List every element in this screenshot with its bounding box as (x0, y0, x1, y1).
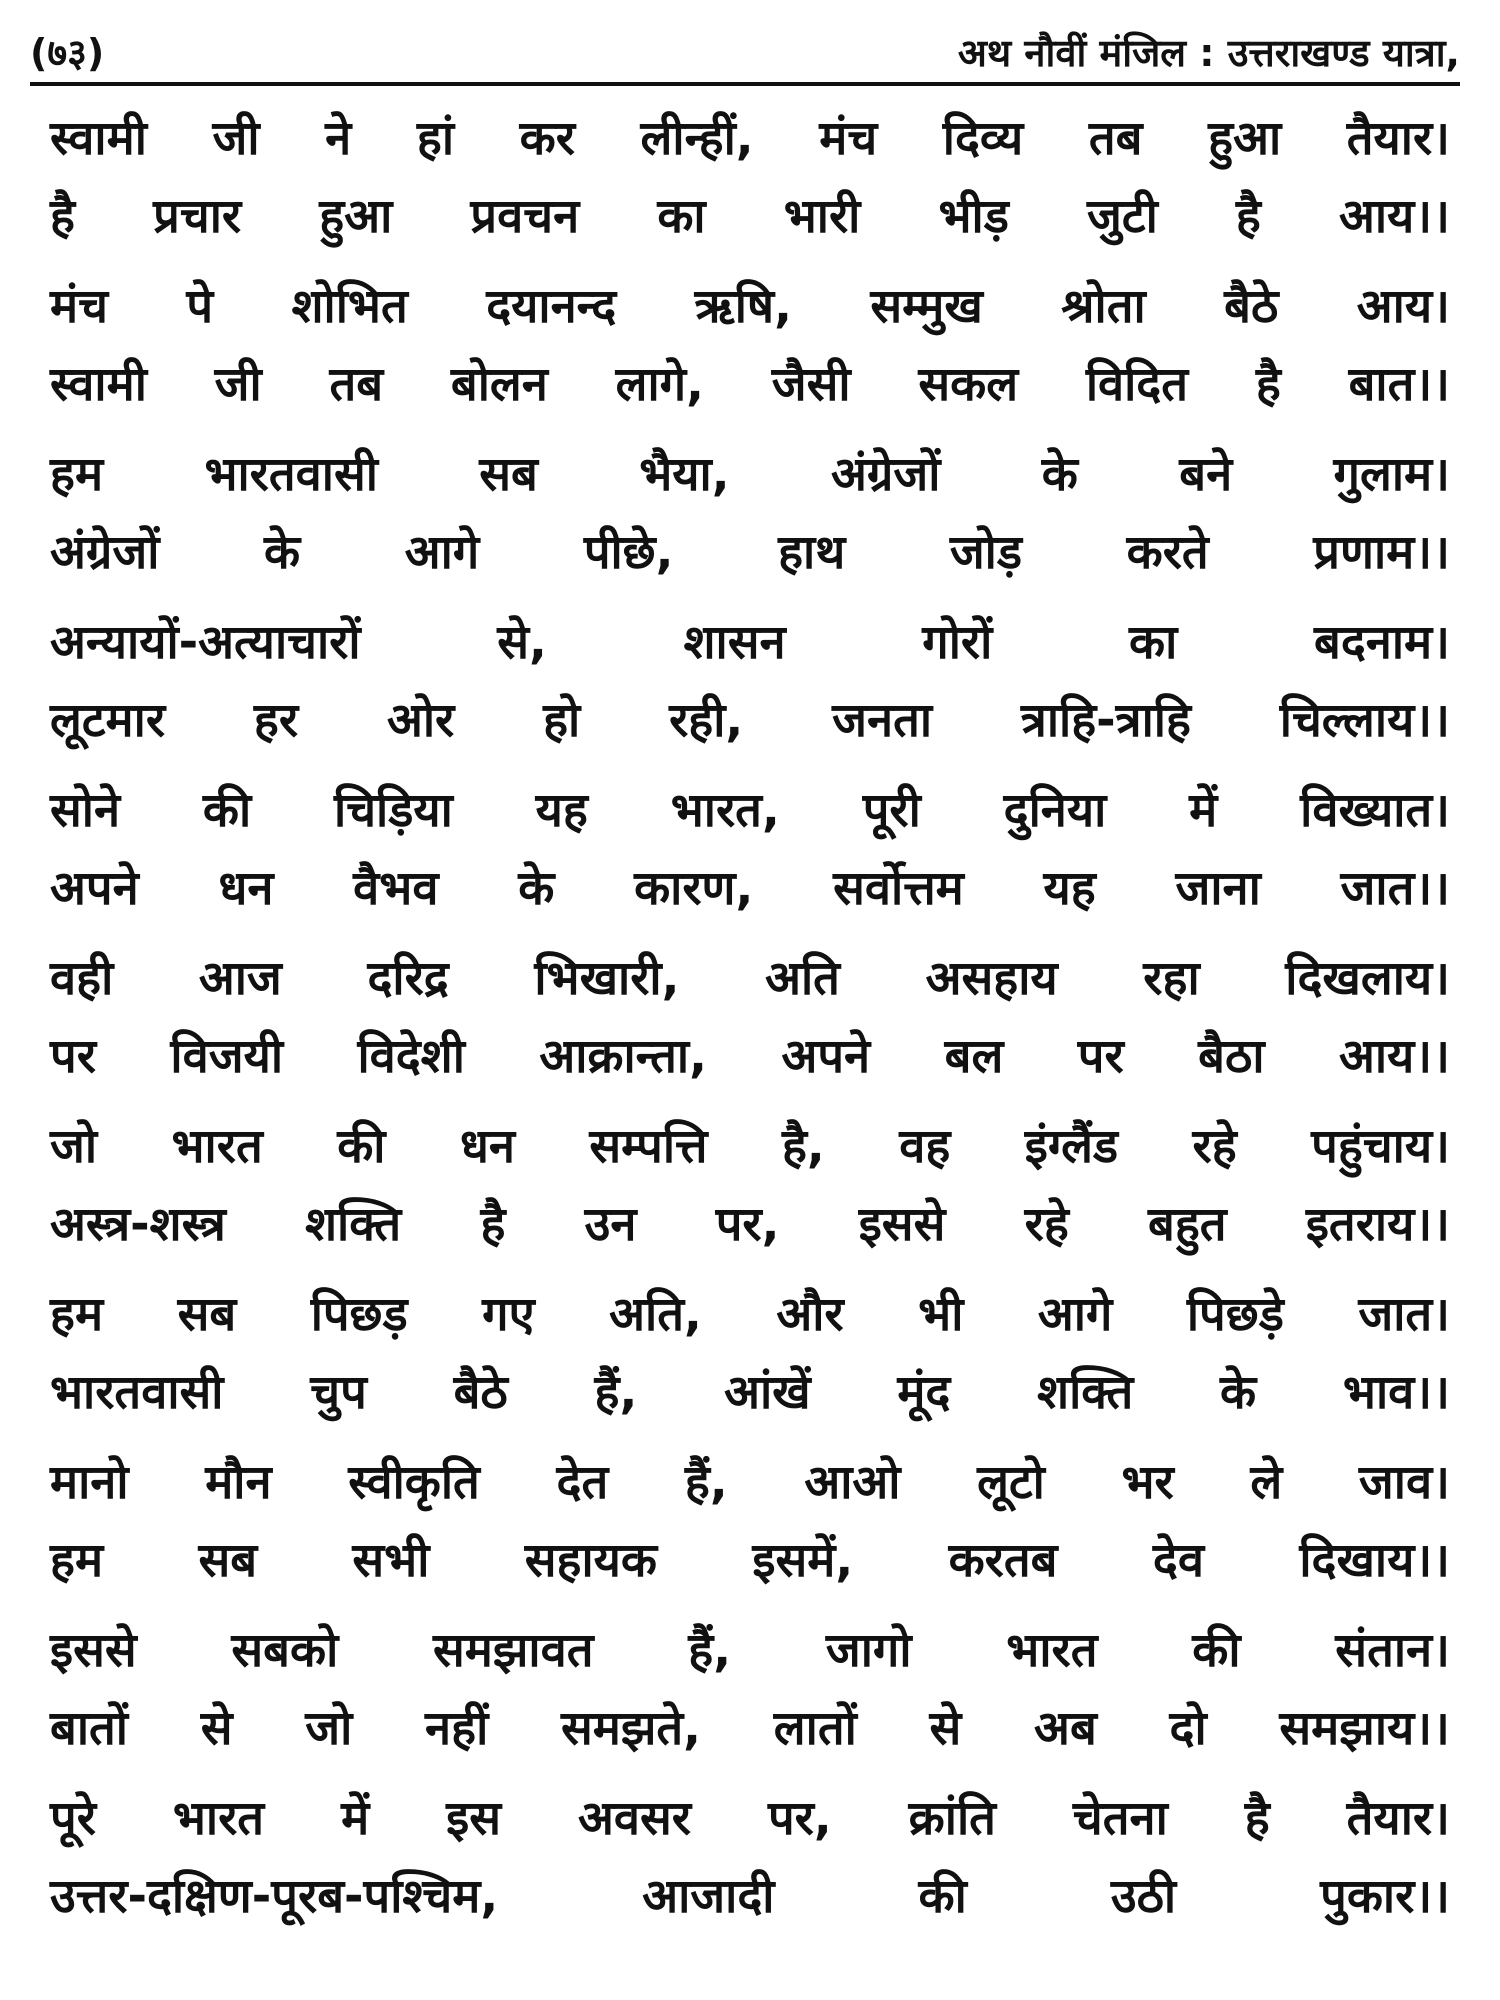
stanza (50, 1276, 1450, 1432)
verse-word: वही (50, 951, 114, 1006)
verse-word: जागो (825, 1623, 912, 1678)
verse-word: के (264, 525, 301, 580)
verse-line (50, 1612, 1450, 1690)
verse-word: ऋषि, (694, 279, 792, 334)
stanza (50, 436, 1450, 592)
verse-word: पिछड़ (310, 1287, 408, 1342)
verse-word: लागे, (615, 357, 704, 412)
verse-word: अन्यायों-अत्याचारों (50, 615, 361, 670)
verse-word: अंग्रेजों (830, 447, 941, 502)
verse-line (50, 1018, 1450, 1096)
verse-word: स्वामी (50, 111, 147, 166)
verse-word: आय।। (1339, 189, 1450, 244)
verse-word: आगे (404, 525, 480, 580)
verse-word: सहायक (524, 1533, 658, 1588)
verse-word: आय।। (1338, 1029, 1450, 1084)
verse-word: पुकार।। (1320, 1869, 1450, 1924)
page-number: (७३) (30, 31, 105, 75)
verse-word: जो (50, 1119, 98, 1174)
verse-word: दुनिया (1003, 783, 1107, 838)
verse-word: भी (918, 1287, 964, 1342)
verse-word: समझते, (560, 1701, 702, 1756)
verse-word: हुआ (1208, 111, 1282, 166)
verse-word: पीछे, (583, 525, 674, 580)
verse-word: विख्यात। (1300, 783, 1450, 838)
header-rule (30, 82, 1460, 86)
verse-word: इसमें, (752, 1533, 854, 1588)
verse-word: है (1235, 189, 1261, 244)
verse-word: तैयार। (1346, 111, 1450, 166)
verse-word: मूंद (897, 1365, 951, 1420)
verse-word: है (50, 189, 75, 244)
verse-line (50, 1780, 1450, 1858)
verse-word: अति (765, 951, 840, 1006)
verse-word: अब (1034, 1701, 1097, 1756)
verse-word: जोड़ (949, 525, 1023, 580)
verse-word: तब (329, 357, 384, 412)
verse-word: हर (253, 693, 299, 748)
verse-word: बैठे (453, 1365, 508, 1420)
verse-word: नहीं (425, 1701, 489, 1756)
verse-word: बैठे (1224, 279, 1279, 334)
verse-word: विजयी (170, 1029, 284, 1084)
verse-word: उन (584, 1197, 637, 1252)
verse-word: देत (556, 1455, 609, 1510)
verse-word: पर (1077, 1029, 1124, 1084)
verse-word: सकल (918, 357, 1019, 412)
verse-word: यह (1043, 861, 1096, 916)
verse-word: हां (416, 111, 454, 166)
verse-word: दिव्य (942, 111, 1024, 166)
verse-line (50, 850, 1450, 928)
verse-line (50, 604, 1450, 682)
verse-word: चिड़िया (334, 783, 453, 838)
verse-word: करतब (948, 1533, 1058, 1588)
verse-word: जात।। (1340, 861, 1450, 916)
verse-word: रहे (1024, 1197, 1069, 1252)
verse-line (50, 772, 1450, 850)
verse-word: बोलन (450, 357, 548, 412)
verse-word: गए (482, 1287, 535, 1342)
verse-line (50, 940, 1450, 1018)
verse-word: तैयार। (1346, 1791, 1450, 1846)
verse-line (50, 268, 1450, 346)
verse-word: दरिद्र (367, 951, 449, 1006)
verse-word: मंच (50, 279, 108, 334)
verse-word: हम (50, 1533, 104, 1588)
verse-word: बल (944, 1029, 1004, 1084)
verse-word: दिखलाय। (1285, 951, 1450, 1006)
verse-word: भारत, (670, 783, 780, 838)
verse-word: मंच (819, 111, 878, 166)
verse-word: बैठा (1198, 1029, 1265, 1084)
verse-word: यह (535, 783, 588, 838)
verse-word: भारत (172, 1791, 265, 1846)
verse-word: पर, (767, 1791, 832, 1846)
verse-word: से, (497, 615, 547, 670)
verse-word: भारत (1006, 1623, 1098, 1678)
verse-word: बातों (50, 1701, 128, 1756)
verse-word: जी (214, 357, 262, 412)
verse-word: आज (198, 951, 282, 1006)
verse-word: शक्ति (1037, 1365, 1134, 1420)
verse-word: है (1244, 1791, 1270, 1846)
verse-word: जुटी (1087, 189, 1158, 244)
verse-word: सभी (352, 1533, 430, 1588)
verse-word: अपने (50, 861, 139, 916)
verse-word: आजादी (642, 1869, 775, 1924)
verse-word: सम्पत्ति (589, 1119, 708, 1174)
verse-word: लीन्हीं, (640, 111, 754, 166)
verse-word: लूटमार (50, 693, 166, 748)
verse-word: संतान। (1335, 1623, 1450, 1678)
verse-word: भैया, (639, 447, 730, 502)
verse-word: गोरों (922, 615, 993, 670)
verse-word: भाव।। (1342, 1365, 1450, 1420)
verse-word: जैसी (771, 357, 851, 412)
verse-word: हाथ (778, 525, 846, 580)
verse-word: में (1189, 783, 1218, 838)
verse-word: असहाय (925, 951, 1058, 1006)
verse-word: जो (305, 1701, 353, 1756)
running-title: अथ नौवीं मंजिल : उत्तराखण्ड यात्रा, (957, 31, 1460, 75)
verse-word: चुप (310, 1365, 367, 1420)
verse-word: भारत (171, 1119, 263, 1174)
verse-word: सबको (231, 1623, 339, 1678)
verse-word: बदनाम। (1314, 615, 1450, 670)
verse-word: शासन (683, 615, 786, 670)
verse-word: की (202, 783, 252, 838)
verse-word: का (657, 189, 706, 244)
verse-word: पर, (715, 1197, 780, 1252)
verse-word: हुआ (319, 189, 393, 244)
verse-word: अति, (609, 1287, 702, 1342)
page-header (30, 18, 1460, 78)
verse-word: करते (1126, 525, 1209, 580)
verse-word: ले (1250, 1455, 1283, 1510)
verse-word: मौन (205, 1455, 272, 1510)
verse-word: क्रांति (908, 1791, 996, 1846)
verse-word: सम्मुख (870, 279, 983, 334)
verse-word: जाना (1175, 861, 1261, 916)
verse-word: उठी (1110, 1869, 1177, 1924)
verse-word: दयानन्द (486, 279, 617, 334)
verse-word: आओ (804, 1455, 901, 1510)
verse-word: शक्ति (305, 1197, 402, 1252)
verse-word: धन (459, 1119, 515, 1174)
verse-word: श्रोता (1061, 279, 1146, 334)
verse-line (50, 1354, 1450, 1432)
verse-word: के (1041, 447, 1078, 502)
verse-line (50, 1522, 1450, 1600)
verse-word: पहुंचाय। (1311, 1119, 1450, 1174)
verse-word: लूटो (977, 1455, 1045, 1510)
verse-word: हैं, (688, 1623, 732, 1678)
stanza (50, 604, 1450, 760)
verse-word: सब (198, 1533, 258, 1588)
verse-word: और (776, 1287, 844, 1342)
verse-word: वैभव (353, 861, 439, 916)
verse-word: हैं, (594, 1365, 638, 1420)
verse-word: हो (543, 693, 581, 748)
verse-line (50, 682, 1450, 760)
stanza (50, 940, 1450, 1096)
verse-word: देव (1152, 1533, 1204, 1588)
verse-word: विदित (1085, 357, 1189, 412)
verse-word: आंखें (724, 1365, 811, 1420)
verse-word: की (1192, 1623, 1241, 1678)
verse-line (50, 436, 1450, 514)
verse-word: चिल्लाय।। (1279, 693, 1450, 748)
verse-line (50, 178, 1450, 256)
stanza (50, 1780, 1450, 1936)
verse-word: रही, (669, 693, 744, 748)
verse-line (50, 1858, 1450, 1936)
verse-line (50, 100, 1450, 178)
verse-word: आक्रान्ता, (539, 1029, 707, 1084)
verse-body (50, 100, 1450, 1948)
verse-word: सोने (50, 783, 121, 838)
verse-word: जनता (832, 693, 933, 748)
verse-word: भारतवासी (50, 1365, 224, 1420)
verse-line (50, 1444, 1450, 1522)
verse-word: में (341, 1791, 370, 1846)
verse-word: पिछड़े (1186, 1287, 1284, 1342)
verse-word: पर (50, 1029, 96, 1084)
verse-word: पूरी (862, 783, 921, 838)
verse-word: भारी (783, 189, 861, 244)
verse-word: भिखारी, (534, 951, 680, 1006)
verse-word: कर (519, 111, 575, 166)
verse-line (50, 1690, 1450, 1768)
stanza (50, 100, 1450, 256)
verse-word: हैं, (684, 1455, 728, 1510)
verse-word: इंग्लैंड (1024, 1119, 1119, 1174)
verse-line (50, 1186, 1450, 1264)
verse-word: ने (325, 111, 352, 166)
verse-word: कारण, (634, 861, 754, 916)
verse-line (50, 514, 1450, 592)
verse-word: समझाय।। (1279, 1701, 1450, 1756)
verse-word: अंग्रेजों (50, 525, 160, 580)
verse-word: त्राहि-त्राहि (1020, 693, 1191, 748)
verse-word: प्रणाम।। (1313, 525, 1450, 580)
stanza (50, 772, 1450, 928)
verse-word: बहुत (1148, 1197, 1227, 1252)
verse-word: जी (212, 111, 260, 166)
stanza (50, 1108, 1450, 1264)
verse-word: रहा (1143, 951, 1200, 1006)
verse-word: इस (446, 1791, 501, 1846)
verse-line (50, 1108, 1450, 1186)
verse-word: दिखाय।। (1299, 1533, 1450, 1588)
verse-word: हम (50, 447, 104, 502)
verse-word: गुलाम। (1333, 447, 1450, 502)
stanza (50, 1444, 1450, 1600)
verse-word: स्वीकृति (348, 1455, 480, 1510)
verse-word: है (1255, 357, 1281, 412)
verse-word: भर (1121, 1455, 1174, 1510)
verse-word: शोभित (291, 279, 408, 334)
verse-word: तब (1088, 111, 1143, 166)
verse-word: हम (50, 1287, 104, 1342)
verse-word: ओर (386, 693, 455, 748)
verse-word: रहे (1192, 1119, 1237, 1174)
verse-word: इससे (858, 1197, 946, 1252)
verse-word: बने (1179, 447, 1233, 502)
verse-word: भीड़ (938, 189, 1009, 244)
stanza (50, 1612, 1450, 1768)
verse-word: आगे (1037, 1287, 1113, 1342)
verse-word: दो (1169, 1701, 1207, 1756)
verse-word: के (1220, 1365, 1257, 1420)
verse-word: से (200, 1701, 233, 1756)
verse-word: वह (899, 1119, 951, 1174)
verse-word: अपने (781, 1029, 871, 1084)
verse-word: सब (177, 1287, 237, 1342)
verse-word: प्रवचन (470, 189, 580, 244)
verse-word: की (337, 1119, 386, 1174)
verse-word: चेतना (1072, 1791, 1168, 1846)
verse-word: स्वामी (50, 357, 147, 412)
verse-word: है (480, 1197, 506, 1252)
verse-word: इतराय।। (1305, 1197, 1450, 1252)
verse-word: लातों (773, 1701, 857, 1756)
verse-word: जाव। (1358, 1455, 1450, 1510)
verse-word: सब (479, 447, 538, 502)
verse-word: है, (781, 1119, 825, 1174)
verse-word: से (929, 1701, 962, 1756)
verse-word: भारतवासी (204, 447, 378, 502)
verse-line (50, 346, 1450, 424)
verse-word: के (518, 861, 555, 916)
verse-word: उत्तर-दक्षिण-पूरब-पश्चिम, (50, 1869, 499, 1924)
verse-word: समझावत (433, 1623, 594, 1678)
verse-word: अस्त्र-शस्त्र (50, 1197, 226, 1252)
verse-word: इससे (50, 1623, 137, 1678)
verse-word: का (1129, 615, 1178, 670)
verse-word: की (918, 1869, 967, 1924)
verse-word: मानो (50, 1455, 129, 1510)
verse-word: विदेशी (357, 1029, 465, 1084)
verse-word: पे (186, 279, 214, 334)
verse-word: पूरे (50, 1791, 96, 1846)
verse-line (50, 1276, 1450, 1354)
verse-word: प्रचार (153, 189, 242, 244)
verse-word: सर्वोत्तम (833, 861, 964, 916)
verse-word: बात।। (1348, 357, 1450, 412)
verse-word: जात। (1358, 1287, 1450, 1342)
stanza (50, 268, 1450, 424)
verse-word: धन (218, 861, 274, 916)
verse-word: अवसर (577, 1791, 691, 1846)
verse-word: आय। (1356, 279, 1450, 334)
